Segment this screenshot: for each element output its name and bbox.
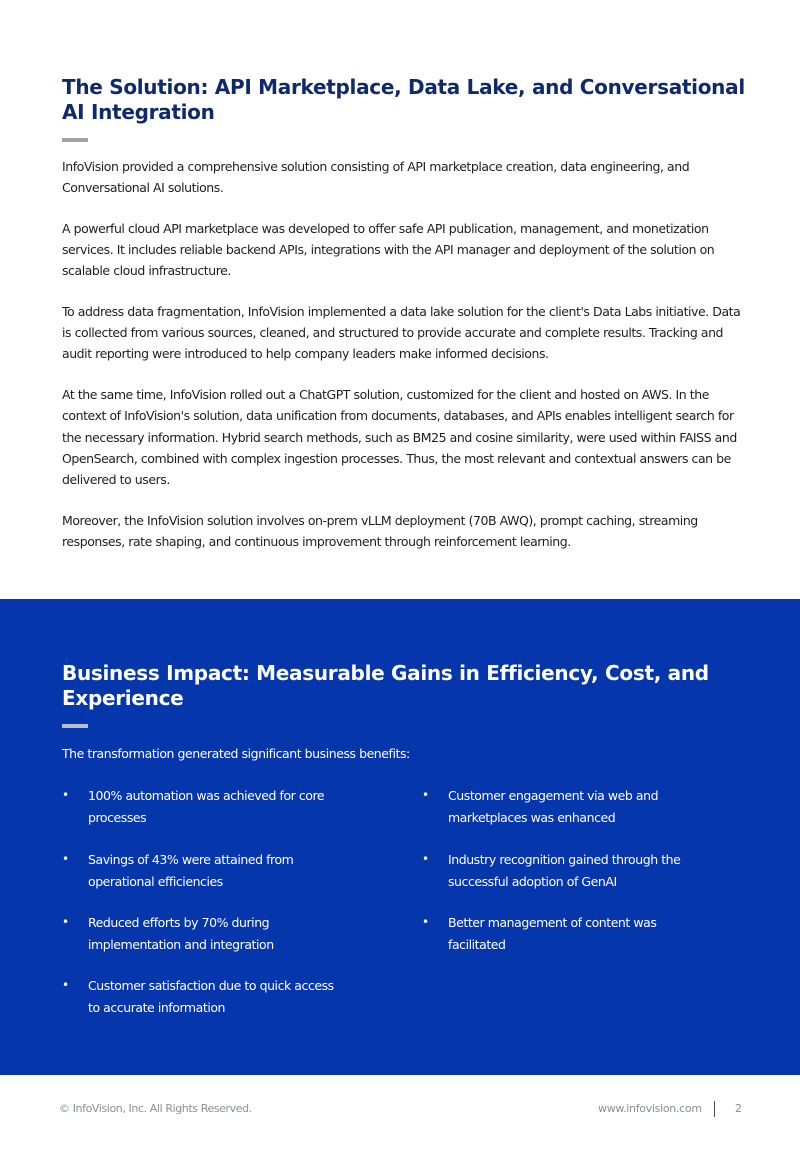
- solution-paragraph-2: A powerful cloud API marketplace was developed to offer safe API publication, management, and monetization services. It includes reliable backend APIs, integrations with the API manager and deployment of the solution on scalable cloud infrastructure.: [62, 220, 715, 279]
- footer-copyright: © InfoVision, Inc. All Rights Reserved.: [59, 1102, 252, 1115]
- solution-title: The Solution: API Marketplace, Data Lake, and Conversational AI Integration: [62, 75, 745, 124]
- footer-divider: [714, 1101, 715, 1117]
- business-impact-title-divider: [62, 724, 88, 728]
- bullet-text: Savings of 43% were attained from operational efficiencies: [88, 852, 294, 889]
- bullet-dot-icon: •: [62, 915, 70, 929]
- bullet-dot-icon: •: [422, 852, 430, 866]
- business-impact-title: Business Impact: Measurable Gains in Efficiency, Cost, and Experience: [62, 661, 709, 710]
- business-impact-intro: The transformation generated significant business benefits:: [62, 746, 410, 761]
- bullet-dot-icon: •: [62, 852, 70, 866]
- solution-body: [62, 156, 742, 572]
- solution-paragraph-3: To address data fragmentation, InfoVision implemented a data lake solution for the client's Data Labs initiative. Data is collected from various sources, cleaned, and structured to provide accurate and complete results. Tracking and audit reporting were introduced to help company leaders make informed decisions.: [62, 304, 741, 362]
- bullet-text: 100% automation was achieved for core processes: [88, 788, 325, 825]
- bullet-dot-icon: •: [62, 978, 70, 992]
- solution-paragraph-4: At the same time, InfoVision rolled out a ChatGPT solution, customized for the client and hosted on AWS. In the context of InfoVision's solution, data unification from documents, databases, and APIs enables intelligent search for the necessary information. Hybrid search methods, such as BM25 and cosine similarity, were used within FAISS and OpenSearch, combined with complex ingestion processes. Thus, the most relevant and contextual answers can be delivered to users.: [62, 387, 737, 487]
- bullet-text: Industry recognition gained through the successful adoption of GenAI: [448, 852, 681, 889]
- solution-paragraph-5: Moreover, the InfoVision solution involves on-prem vLLM deployment (70B AWQ), prompt caching, streaming responses, rate shaping, and continuous improvement through reinforcement learning.: [62, 512, 698, 549]
- bullet-text: Reduced efforts by 70% during implementation and integration: [88, 915, 274, 952]
- bullet-text: Better management of content was facilitated: [448, 915, 657, 952]
- bullet-text: Customer satisfaction due to quick access to accurate information: [88, 978, 334, 1015]
- bullet-dot-icon: •: [422, 915, 430, 929]
- bullet-dot-icon: •: [62, 788, 70, 802]
- footer-website-link[interactable]: www.infovision.com: [598, 1102, 702, 1115]
- page-number: 2: [735, 1102, 742, 1115]
- solution-title-divider: [62, 138, 88, 142]
- solution-paragraph-1: InfoVision provided a comprehensive solution consisting of API marketplace creation, data engineering, and Conversational AI solutions.: [62, 159, 690, 196]
- bullet-dot-icon: •: [422, 788, 430, 802]
- bullet-text: Customer engagement via web and marketplaces was enhanced: [448, 788, 659, 825]
